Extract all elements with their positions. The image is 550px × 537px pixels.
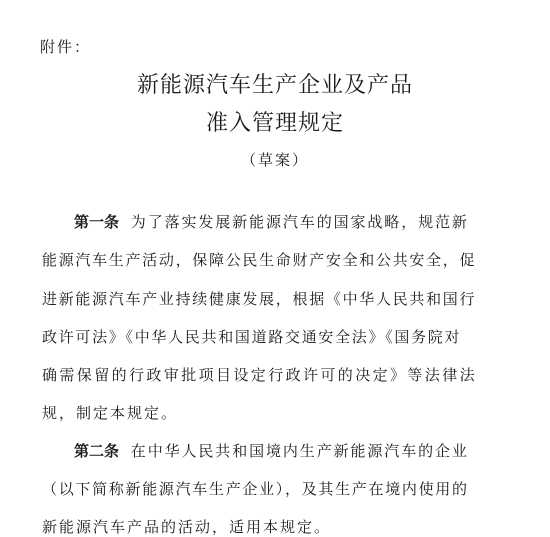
- article-1-line-6: 规，制定本规定。: [42, 404, 179, 422]
- article-2-line-2: （以下简称新能源汽车生产企业），及其生产在境内使用的: [42, 480, 469, 498]
- article-1-line-3: 进新能源汽车产业持续健康发展，根据《中华人民共和国行: [42, 290, 477, 308]
- article-1-text: 为了落实发展新能源汽车的国家战略，规范新: [130, 213, 469, 231]
- article-2-text: 在中华人民共和国境内生产新能源汽车的企业: [130, 442, 469, 460]
- article-2-line-3: 新能源汽车产品的活动，适用本规定。: [42, 518, 332, 536]
- document-title-line-2: 准入管理规定: [205, 111, 344, 136]
- document-title-line-1: 新能源汽车生产企业及产品: [136, 73, 413, 98]
- article-1-line-5: 确需保留的行政审批项目设定行政许可的决定》等法律法: [42, 366, 478, 384]
- article-2-label: 第二条: [74, 442, 120, 460]
- article-1-line-2: 能源汽车生产活动，保障公民生命财产安全和公共安全，促: [42, 251, 477, 269]
- article-2-line-1: [74, 441, 469, 461]
- article-1-label: 第一条: [74, 213, 120, 231]
- document-subtitle: （草案）: [240, 151, 309, 169]
- article-1-line-1: [74, 212, 469, 232]
- attachment-label: 附件：: [40, 38, 92, 56]
- article-1-line-4: 政许可法》《中华人民共和国道路交通安全法》《国务院对: [42, 328, 462, 346]
